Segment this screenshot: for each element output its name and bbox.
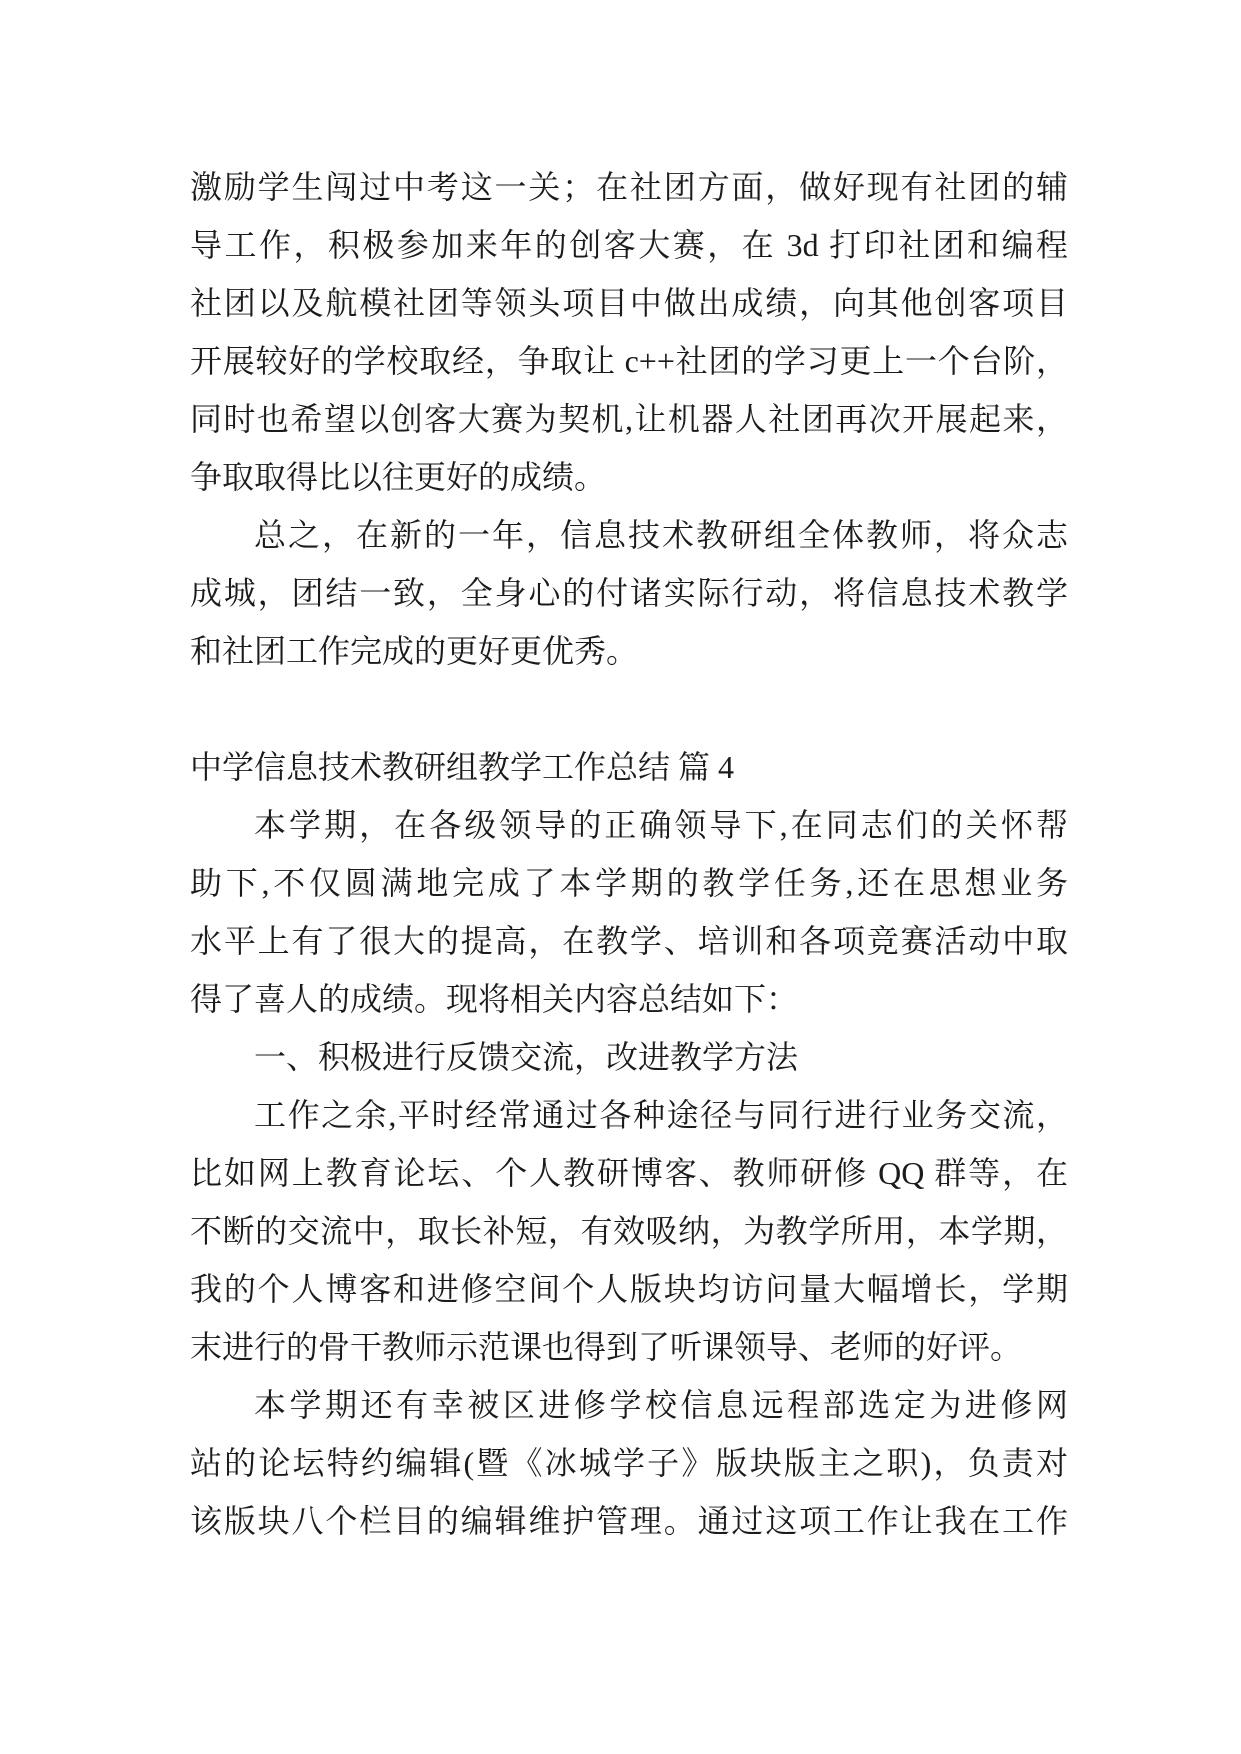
text-block <box>190 158 1068 1550</box>
text-line: 末进行的骨干教师示范课也得到了听课领导、老师的好评。 <box>190 1329 1023 1365</box>
text-line: 同时也希望以创客大赛为契机,让机器人社团再次开展起来， <box>190 401 1068 437</box>
text-line: 和社团工作完成的更好更优秀。 <box>190 633 639 669</box>
text-line: 一、积极进行反馈交流，改进教学方法 <box>254 1039 799 1075</box>
text-line: 导工作，积极参加来年的创客大赛，在 3d 打印社团和编程 <box>190 227 1068 263</box>
text-line: 成城，团结一致，全身心的付诸实际行动，将信息技术教学 <box>190 575 1068 611</box>
section-heading: 中学信息技术教研组教学工作总结 篇 4 <box>190 749 735 785</box>
text-line: 本学期还有幸被区进修学校信息远程部选定为进修网 <box>254 1387 1068 1423</box>
text-line: 工作之余,平时经常通过各种途径与同行进行业务交流， <box>254 1097 1068 1133</box>
text-line: 总之，在新的一年，信息技术教研组全体教师，将众志 <box>254 517 1068 553</box>
text-line: 激励学生闯过中考这一关；在社团方面，做好现有社团的辅 <box>190 169 1068 205</box>
text-line: 社团以及航模社团等领头项目中做出成绩，向其他创客项目 <box>190 285 1068 321</box>
text-line: 本学期，在各级领导的正确领导下,在同志们的关怀帮 <box>254 807 1068 843</box>
text-line: 助下,不仅圆满地完成了本学期的教学任务,还在思想业务 <box>190 865 1068 901</box>
text-line: 站的论坛特约编辑(暨《冰城学子》版块版主之职)，负责对 <box>190 1445 1068 1481</box>
text-line: 比如网上教育论坛、个人教研博客、教师研修 QQ 群等，在 <box>190 1155 1068 1191</box>
text-line: 水平上有了很大的提高，在教学、培训和各项竞赛活动中取 <box>190 923 1068 959</box>
text-line: 争取取得比以往更好的成绩。 <box>190 459 607 495</box>
text-line: 我的个人博客和进修空间个人版块均访问量大幅增长，学期 <box>190 1271 1068 1307</box>
text-line: 该版块八个栏目的编辑维护管理。通过这项工作让我在工作 <box>190 1503 1068 1539</box>
blank-line <box>190 680 1068 738</box>
text-line: 不断的交流中，取长补短，有效吸纳，为教学所用，本学期， <box>190 1213 1068 1249</box>
text-line: 得了喜人的成绩。现将相关内容总结如下： <box>190 981 799 1017</box>
text-line: 开展较好的学校取经，争取让 c++社团的学习更上一个台阶， <box>190 343 1068 379</box>
